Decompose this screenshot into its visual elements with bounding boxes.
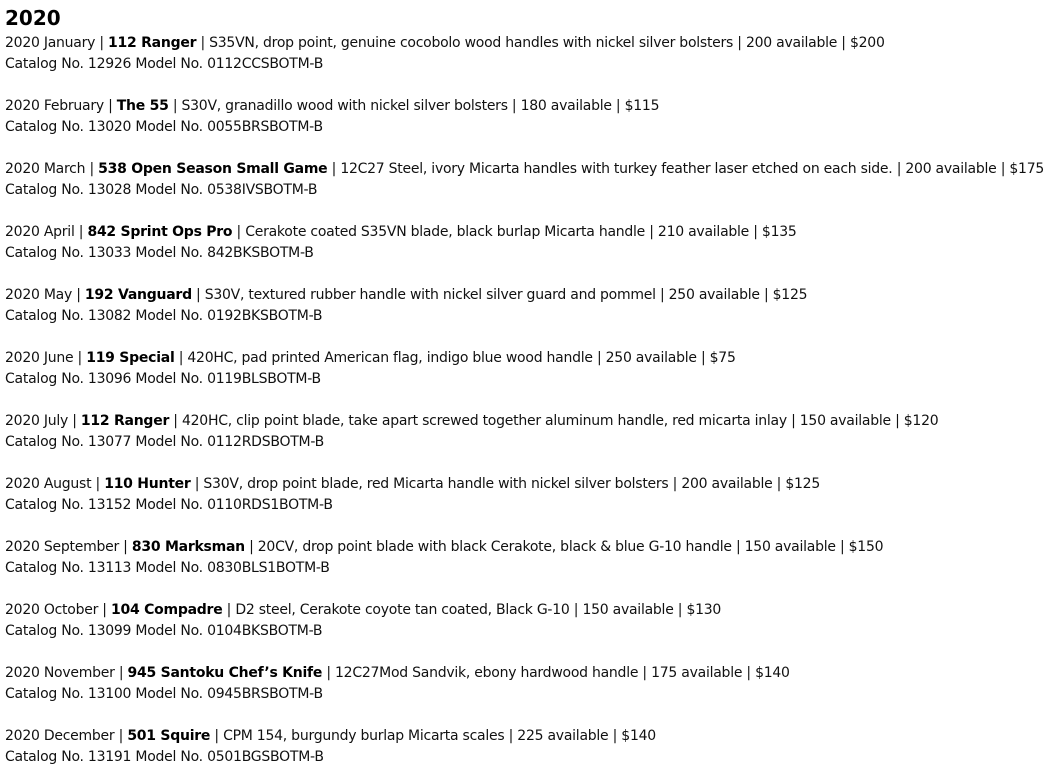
entry-description: S30V, textured rubber handle with nickel silver guard and pommel (204, 287, 656, 303)
entry-month: 2020 February (5, 98, 104, 114)
entry-catalog-line: Catalog No. 13113 Model No. 0830BLS1BOTM-B (5, 560, 330, 576)
entry-model-name: 501 Squire (127, 728, 211, 744)
entry-description: 420HC, pad printed American flag, indigo blue wood handle (187, 350, 593, 366)
entry-summary-line: 2020 May | 192 Vanguard | S30V, textured rubber handle with nickel silver guard and pommel | 250 available | $125 (5, 287, 808, 303)
entry-availability: 150 available (582, 602, 674, 618)
entry-availability: 180 available (520, 98, 612, 114)
entry-model-name: 112 Ranger (80, 413, 170, 429)
entry-month: 2020 March (5, 161, 86, 177)
entry-month: 2020 August (5, 476, 92, 492)
knife-list (5, 33, 1047, 768)
entry-description: S30V, granadillo wood with nickel silver bolsters (181, 98, 508, 114)
entry-availability: 150 available (744, 539, 836, 555)
knife-entry (5, 159, 1047, 201)
entry-summary-line: 2020 July | 112 Ranger | 420HC, clip point blade, take apart screwed together aluminum handle, red micarta inlay | 150 available | $120 (5, 413, 939, 429)
entry-summary-line: 2020 September | 830 Marksman | 20CV, drop point blade with black Cerakote, black & blue G-10 handle | 150 available | $150 (5, 539, 884, 555)
entry-price: $175 (1009, 161, 1045, 177)
entry-catalog-line: Catalog No. 13082 Model No. 0192BKSBOTM-B (5, 308, 323, 324)
entry-description: S30V, drop point blade, red Micarta handle with nickel silver bolsters (203, 476, 669, 492)
entry-catalog-line: Catalog No. 13096 Model No. 0119BLSBOTM-B (5, 371, 321, 387)
entry-description: S35VN, drop point, genuine cocobolo wood handles with nickel silver bolsters (209, 35, 734, 51)
knife-entry (5, 600, 1047, 642)
entry-price: $125 (772, 287, 808, 303)
entry-description: Cerakote coated S35VN blade, black burlap Micarta handle (245, 224, 646, 240)
entry-price: $125 (785, 476, 820, 492)
entry-summary-line: 2020 August | 110 Hunter | S30V, drop point blade, red Micarta handle with nickel silver bolsters | 200 available | $125 (5, 476, 820, 492)
entry-availability: 200 available (745, 35, 838, 51)
entry-month: 2020 December (5, 728, 115, 744)
entry-price: $130 (686, 602, 722, 618)
entry-month: 2020 November (5, 665, 115, 681)
entry-price: $150 (848, 539, 884, 555)
entry-description: 12C27Mod Sandvik, ebony hardwood handle (335, 665, 639, 681)
entry-model-name: 112 Ranger (108, 35, 197, 51)
entry-catalog-line: Catalog No. 13077 Model No. 0112RDSBOTM-B (5, 434, 325, 450)
entry-month: 2020 June (5, 350, 74, 366)
entry-catalog-line: Catalog No. 13099 Model No. 0104BKSBOTM-B (5, 623, 323, 639)
entry-catalog-line: Catalog No. 12926 Model No. 0112CCSBOTM-B (5, 56, 324, 72)
year-heading: 2020 (5, 6, 61, 30)
entry-summary-line: 2020 April | 842 Sprint Ops Pro | Cerakote coated S35VN blade, black burlap Micarta handle | 210 available | $135 (5, 224, 797, 240)
entry-summary-line: 2020 June | 119 Special | 420HC, pad printed American flag, indigo blue wood handle | 250 available | $75 (5, 350, 736, 366)
entry-summary-line: 2020 February | The 55 | S30V, granadillo wood with nickel silver bolsters | 180 available | $115 (5, 98, 660, 114)
entry-summary-line: 2020 December | 501 Squire | CPM 154, burgundy burlap Micarta scales | 225 available | $140 (5, 728, 656, 744)
knife-entry (5, 537, 1047, 579)
knife-entry (5, 726, 1047, 768)
entry-month: 2020 September (5, 539, 119, 555)
entry-catalog-line: Catalog No. 13020 Model No. 0055BRSBOTM-B (5, 119, 323, 135)
entry-month: 2020 October (5, 602, 99, 618)
knife-entry (5, 33, 1047, 75)
entry-model-name: 104 Compadre (110, 602, 223, 618)
entry-catalog-line: Catalog No. 13191 Model No. 0501BGSBOTM-B (5, 749, 324, 765)
entry-description: 420HC, clip point blade, take apart screwed together aluminum handle, red micarta inlay (181, 413, 787, 429)
entry-model-name: 945 Santoku Chef’s Knife (127, 665, 323, 681)
entry-availability: 225 available (517, 728, 609, 744)
entry-availability: 250 available (668, 287, 760, 303)
entry-model-name: 538 Open Season Small Game (98, 161, 328, 177)
entry-model-name: 842 Sprint Ops Pro (87, 224, 233, 240)
entry-availability: 150 available (799, 413, 891, 429)
entry-model-name: 830 Marksman (131, 539, 245, 555)
entry-summary-line: 2020 November | 945 Santoku Chef’s Knife | 12C27Mod Sandvik, ebony hardwood handle | 175 available | $140 (5, 665, 790, 681)
entry-model-name: 110 Hunter (104, 476, 191, 492)
entry-model-name: The 55 (116, 98, 169, 114)
entry-month: 2020 May (5, 287, 73, 303)
entry-availability: 200 available (681, 476, 773, 492)
entry-description: 20CV, drop point blade with black Cerakote, black & blue G-10 handle (257, 539, 732, 555)
knife-entry (5, 96, 1047, 138)
entry-price: $200 (849, 35, 885, 51)
entry-catalog-line: Catalog No. 13028 Model No. 0538IVSBOTM-B (5, 182, 318, 198)
entry-catalog-line: Catalog No. 13100 Model No. 0945BRSBOTM-B (5, 686, 323, 702)
entry-price: $115 (624, 98, 660, 114)
knife-entry (5, 285, 1047, 327)
entry-availability: 210 available (657, 224, 750, 240)
knife-entry (5, 348, 1047, 390)
entry-availability: 250 available (605, 350, 697, 366)
entry-summary-line: 2020 January | 112 Ranger | S35VN, drop point, genuine cocobolo wood handles with nickel silver bolsters | 200 available | $200 (5, 35, 885, 51)
knife-entry (5, 663, 1047, 705)
entry-price: $120 (903, 413, 939, 429)
entry-description: 12C27 Steel, ivory Micarta handles with turkey feather laser etched on each side. (340, 161, 893, 177)
entry-catalog-line: Catalog No. 13152 Model No. 0110RDS1BOTM-B (5, 497, 333, 513)
knife-entry (5, 222, 1047, 264)
entry-month: 2020 April (5, 224, 75, 240)
entry-catalog-line: Catalog No. 13033 Model No. 842BKSBOTM-B (5, 245, 314, 261)
knife-entry (5, 474, 1047, 516)
entry-model-name: 192 Vanguard (84, 287, 192, 303)
entry-model-name: 119 Special (86, 350, 175, 366)
entry-price: $75 (709, 350, 736, 366)
entry-summary-line: 2020 March | 538 Open Season Small Game | 12C27 Steel, ivory Micarta handles with turkey feather laser etched on each side. | 200 available | $175 (5, 161, 1045, 177)
entry-price: $140 (621, 728, 656, 744)
entry-month: 2020 July (5, 413, 69, 429)
entry-price: $140 (755, 665, 790, 681)
entry-availability: 200 available (905, 161, 997, 177)
knife-entry (5, 411, 1047, 453)
entry-availability: 175 available (651, 665, 743, 681)
entry-month: 2020 January (5, 35, 96, 51)
entry-description: D2 steel, Cerakote coyote tan coated, Black G-10 (235, 602, 570, 618)
entry-summary-line: 2020 October | 104 Compadre | D2 steel, Cerakote coyote tan coated, Black G-10 | 150 available | $130 (5, 602, 722, 618)
entry-description: CPM 154, burgundy burlap Micarta scales (223, 728, 505, 744)
entry-price: $135 (761, 224, 797, 240)
